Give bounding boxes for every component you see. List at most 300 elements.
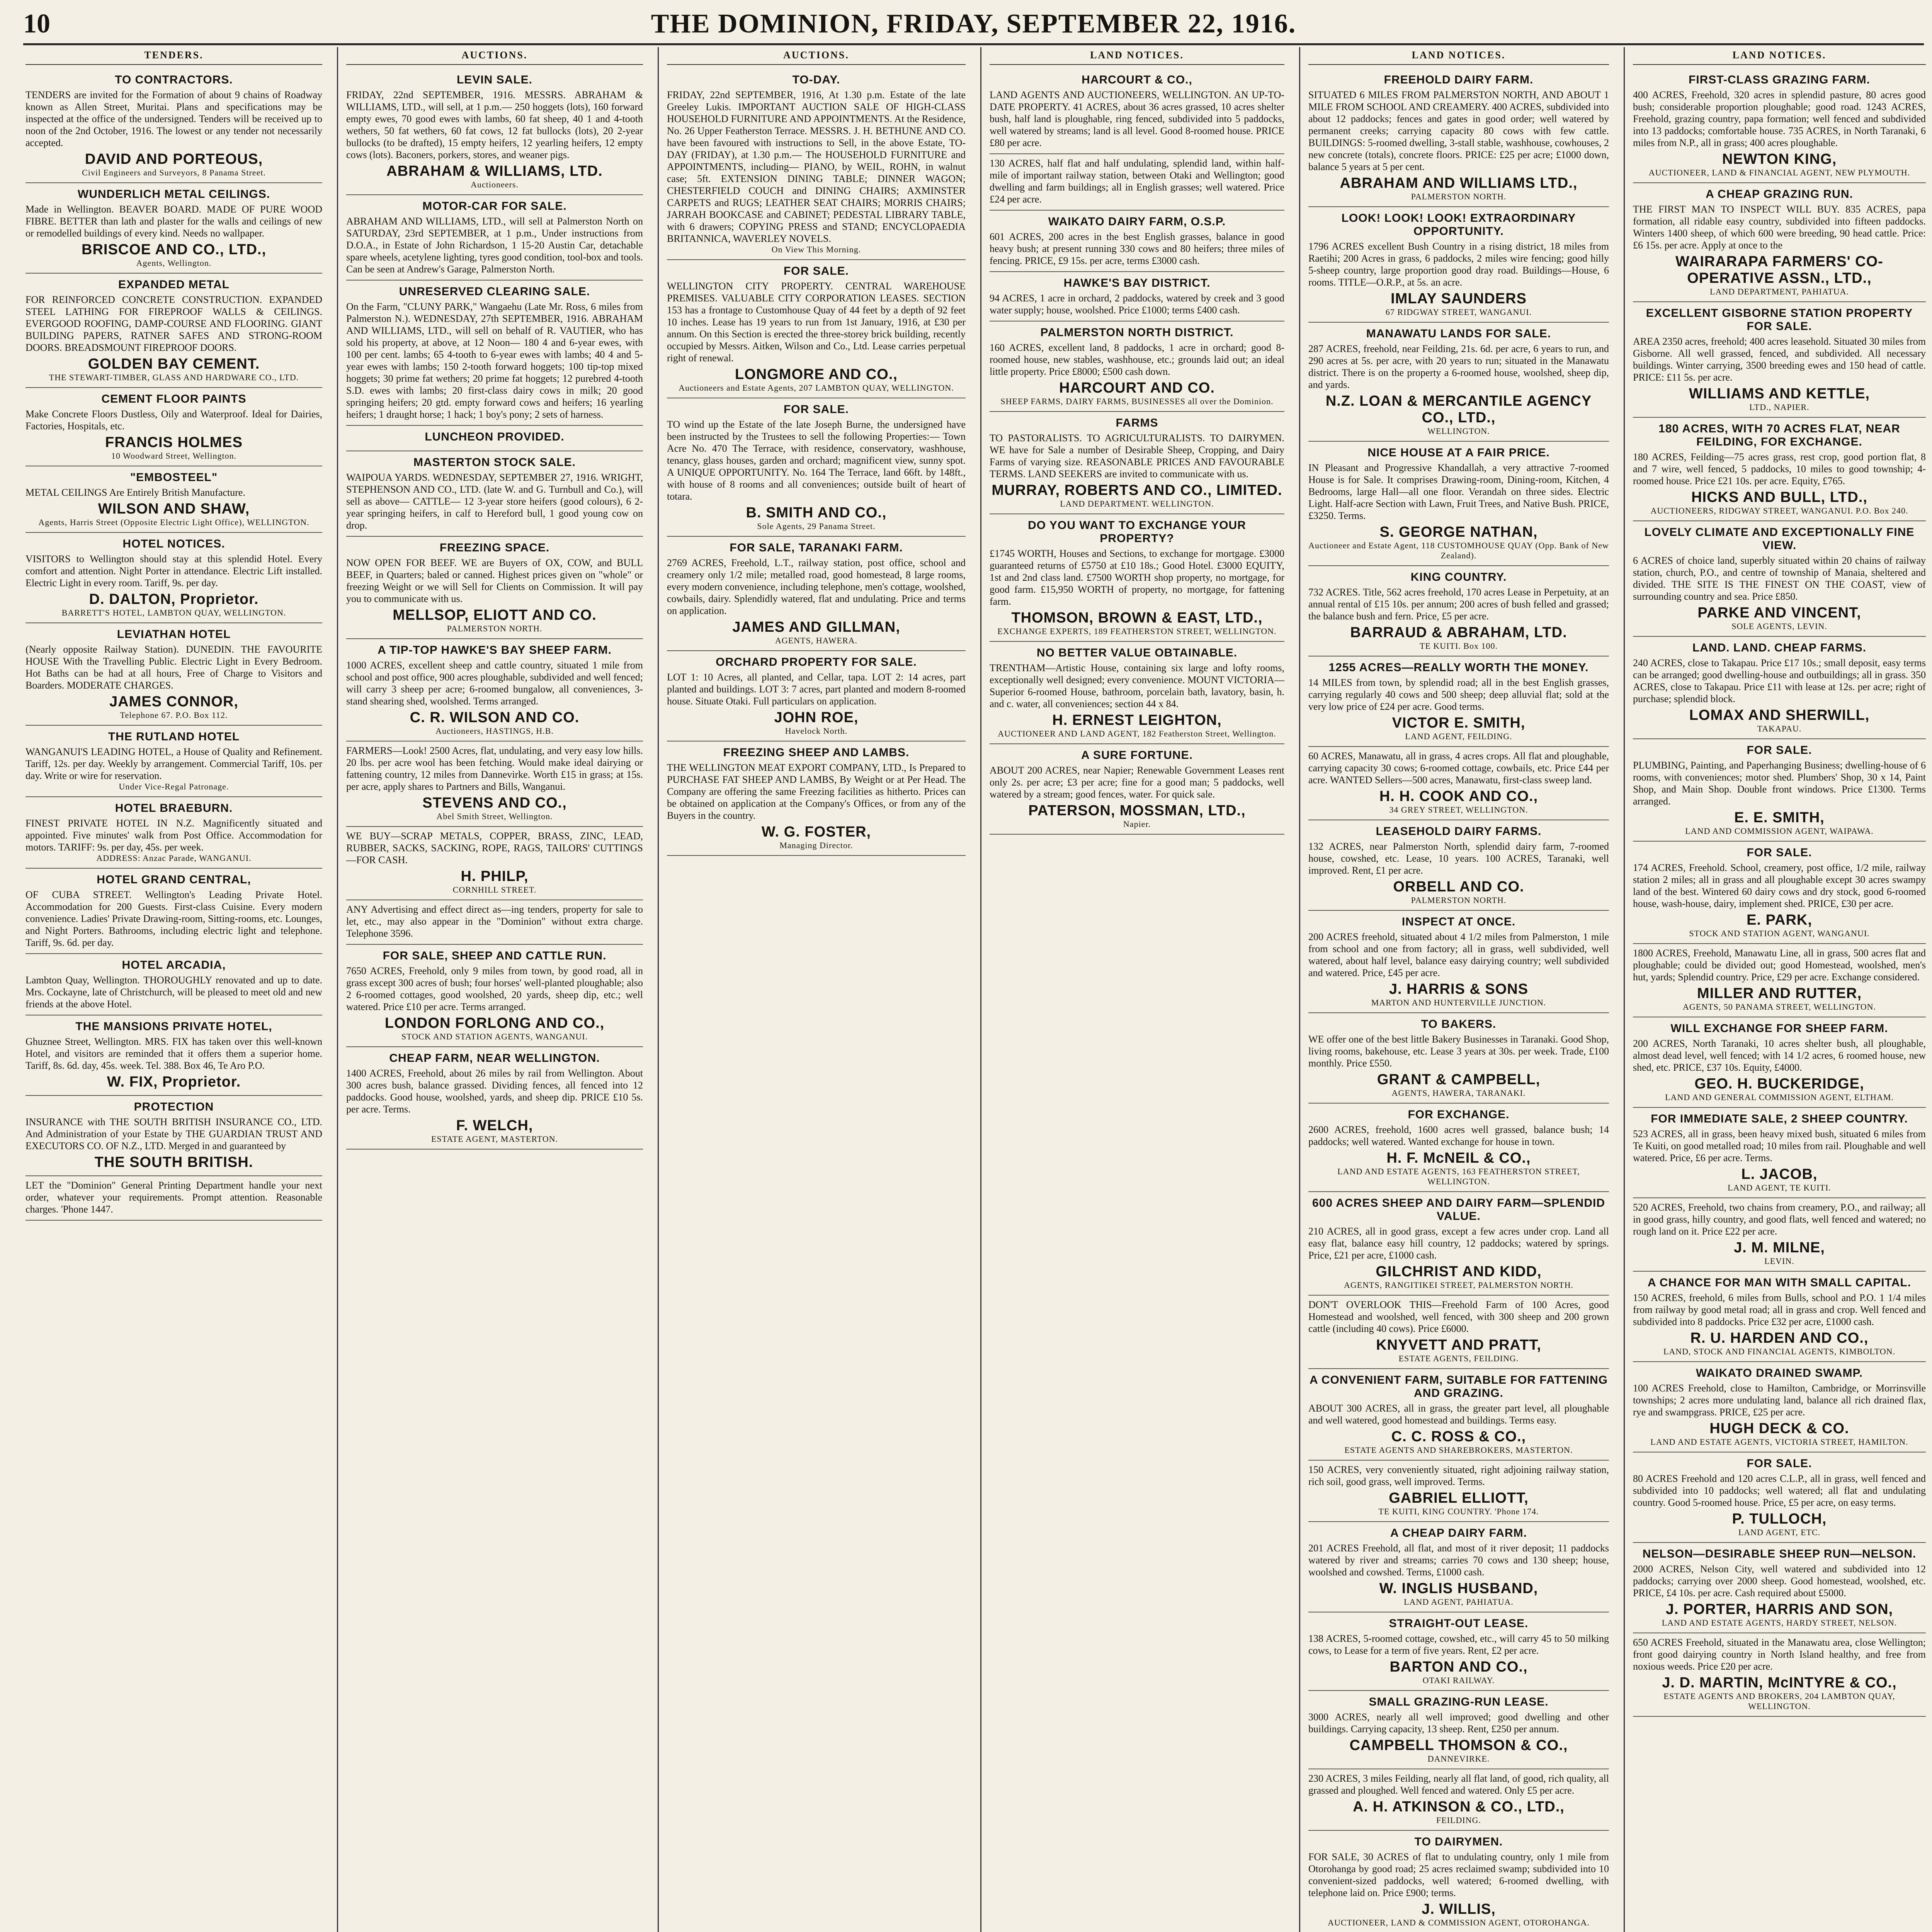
ad-body: IN Pleasant and Progressive Khandallah, a very attractive 7-roomed House is for Sale. It comprises Drawing-room, Dining-room, Kitchen, 4 Bedrooms, large Hall—all one floor. Verandah on three sides. Electric Light. Half-acre Section with Lawn, Fruit Trees, and Native Bush. PRICE, £3250. Terms. [1308, 462, 1609, 521]
ad-advertiser: J. HARRIS & SONS [1389, 981, 1529, 997]
ad-body: 523 ACRES, all in grass, been heavy mixed bush, situated 6 miles from Te Kuiti, on good metalled road; 10 miles from rail. Ploughable and well watered. Price, £6 per acre. Terms. [1633, 1128, 1926, 1163]
ad-address: LAND, STOCK AND FINANCIAL AGENTS, KIMBOLTON. [1663, 1347, 1896, 1356]
ad-body: 650 ACRES Freehold, situated in the Manawatu area, close Wellington; front good dairying country in North Island healthy, and free from noxious weeds. Price £20 per acre. [1633, 1637, 1926, 1672]
advertisement [1308, 1369, 1609, 1461]
ad-heading: PROTECTION [134, 1100, 214, 1113]
ad-advertiser: JOHN ROE, [774, 709, 859, 726]
ad-heading: A SURE FORTUNE. [1081, 749, 1193, 762]
ad-address: PALMERSTON NORTH. [1411, 192, 1507, 201]
advertisement [346, 69, 643, 195]
ad-heading: 180 ACRES, WITH 70 ACRES FLAT, NEAR FEILDING, FOR EXCHANGE. [1658, 422, 1900, 448]
ad-advertiser: FRANCIS HOLMES [105, 434, 243, 451]
advertisement [990, 154, 1284, 211]
ad-address: CORNHILL STREET. [452, 885, 537, 895]
ad-body: LET the "Dominion" General Printing Department handle your next order, whatever your requirements. Prompt attention. Reasonable charges. 'Phone 1447. [26, 1180, 322, 1215]
ad-body: AREA 2350 acres, freehold; 400 acres leasehold. Situated 30 miles from Gisborne. All well grassed, fenced, and subdivided. All necessary buildings. Winter carrying, 3500 breeding ewes and 150 head of cattle. PRICE: £11 5s. per acre. [1633, 336, 1926, 383]
advertisement [1633, 1362, 1926, 1452]
ad-advertiser: W. FIX, Proprietor. [107, 1074, 241, 1090]
ad-address: LAND AGENT, ETC. [1738, 1527, 1821, 1537]
ad-address: BARRETT'S HOTEL, LAMBTON QUAY, WELLINGTON. [61, 608, 286, 617]
ad-body: 2769 ACRES, Freehold, L.T., railway station, post office, school and creamery only 1/2 mile; metalled road, good homestead, 8 large rooms, every modern convenience, including telephone, men's cottage, woolshed, cowbails, dairy. Splendidly watered, flat and undulating. Price and terms on application. [667, 557, 966, 616]
advertisement [346, 451, 643, 537]
ad-advertiser: W. INGLIS HUSBAND, [1379, 1580, 1538, 1597]
ad-heading: EXPANDED METAL [118, 278, 230, 291]
advertisement [26, 466, 322, 533]
ad-address: ESTATE AGENT, MASTERTON. [431, 1134, 558, 1144]
ad-heading: A CHEAP GRAZING RUN. [1706, 188, 1853, 201]
ad-address: LAND DEPARTMENT, PAHIATUA. [1710, 287, 1849, 296]
advertisement [1308, 566, 1609, 656]
ad-advertiser: CAMPBELL THOMSON & CO., [1349, 1737, 1568, 1753]
ad-address: AGENTS, HAWERA. [775, 636, 858, 645]
ad-address: Havelock North. [785, 726, 848, 736]
ad-body: 287 ACRES, freehold, near Feilding, 21s. 6d. per acre, 6 years to run, and 290 acres at 5s. per acre, with 20 years to run; situated in the Manawatu district. There is on the property a 6-roomed house, woolshed, sheep dip, and yards. [1308, 343, 1609, 390]
ad-body: 160 ACRES, excellent land, 8 paddocks, 1 acre in orchard; good 8-roomed house, new stables, washhouse, etc.; grounds laid out; an ideal little property. Price £8000; £500 cash down. [990, 342, 1284, 377]
column-rule [1624, 47, 1625, 1932]
ad-body: NOW OPEN FOR BEEF. WE are Buyers of OX, COW, and BULL BEEF, in Quarters; baled or canned. Highest prices given on "whole" or freezing Weight or we will Sell for Clients on Commission. It will pay you to communicate with us. [346, 557, 643, 604]
advertisement [1633, 739, 1926, 842]
ad-advertiser: THE SOUTH BRITISH. [94, 1154, 253, 1170]
column-header: LAND NOTICES. [1308, 47, 1609, 65]
ad-body: Ghuznee Street, Wellington. MRS. FIX has taken over this well-known Hotel, and visitors are reminded that it offers them a superior home. Tariff, 8s. 6d. day, 45s. week. Tel. 388. Box 46, Te Aro P.O. [26, 1036, 322, 1071]
ad-body: WE offer one of the best little Bakery Businesses in Taranaki. Good Shop, living rooms, bakehouse, etc. Lease 3 years at 30s. per week. Trade, £100 monthly. Price £550. [1308, 1034, 1609, 1069]
advertisement [1308, 69, 1609, 207]
advertisement [1633, 944, 1926, 1017]
ad-body: Make Concrete Floors Dustless, Oily and Waterproof. Ideal for Dairies, Factories, Hospitals, etc. [26, 408, 322, 432]
advertisement [1633, 521, 1926, 637]
column-1 [19, 47, 328, 1932]
advertisement [1308, 442, 1609, 566]
ad-address: Napier. [1123, 819, 1151, 829]
ad-body: 60 ACRES, Manawatu, all in grass, 4 acres crops. All flat and ploughable, carrying capacity 30 cows; 6-roomed cottage, cowbails, etc. Price £44 per acre. WANTED Sellers—500 acres, Manawatu, first-class sweep land. [1308, 750, 1609, 786]
ad-advertiser: N.Z. LOAN & MERCANTILE AGENCY CO., LTD., [1325, 393, 1592, 426]
ad-address: LAND AND ESTATE AGENTS, VICTORIA STREET, HAMILTON. [1650, 1437, 1908, 1447]
ad-body: SITUATED 6 MILES FROM PALMERSTON NORTH, AND ABOUT 1 MILE FROM SCHOOL AND CREAMERY. 400 ACRES, subdivided into about 12 paddocks; fences and gates in good order; well watered by permanent creeks; carrying capacity 80 cows with few cattle. BUILDINGS: 5-roomed dwelling, 3-stall stable, washhouse, cowhouses, 2 new concrete (totals), concrete floors. PRICE: £25 per acre; £1000 down, balance 5 years at 5 per cent. [1308, 89, 1609, 172]
ad-address: AGENTS, 50 PANAMA STREET, WELLINGTON. [1682, 1002, 1876, 1012]
ad-heading: NO BETTER VALUE OBTAINABLE. [1036, 646, 1238, 659]
ad-body: FOR SALE, 30 ACRES of flat to undulating country, only 1 mile from Otorohanga by good road; 25 acres reclaimed swamp; subdivided into 10 convenient-sized paddocks, well watered; 6-roomed dwelling, with telephone laid on. Price £900; terms. [1308, 1851, 1609, 1898]
ad-body: 6 ACRES of choice land, superbly situated within 20 chains of railway station, church, P.O., and centre of township of Manaia, sheltered and divided. THE SITE IS THE FINEST ON THE COAST, view of surrounding country and sea. Price £850. [1633, 555, 1926, 602]
advertisement [26, 869, 322, 954]
ad-advertiser: DAVID AND PORTEOUS, [85, 151, 263, 167]
advertisement [1633, 69, 1926, 183]
ad-address: Agents, Harris Street (Opposite Electric Light Office), WELLINGTON. [38, 517, 310, 527]
ad-advertiser: HICKS AND BULL, LTD., [1691, 489, 1867, 505]
advertisement [26, 726, 322, 797]
ad-heading: 1255 ACRES—REALLY WORTH THE MONEY. [1328, 661, 1589, 674]
ad-advertiser: ORBELL AND CO. [1393, 879, 1524, 895]
ad-heading: HOTEL NOTICES. [122, 537, 225, 550]
ad-advertiser: E. E. SMITH, [1734, 810, 1825, 826]
ad-body: 201 ACRES Freehold, all flat, and most of it river deposit; 11 paddocks watered by river and streams; carries 70 cows and 130 sheep; house, woolshed and cowshed. Terms, £1000 cash. [1308, 1543, 1609, 1578]
advertisement [346, 281, 643, 426]
ad-advertiser: LONGMORE AND CO., [735, 366, 898, 383]
ad-advertiser: STEVENS AND CO., [422, 795, 567, 811]
ad-body: 132 ACRES, near Palmerston North, splendid dairy farm, 7-roomed house, cowshed, etc. Lease, 10 years. 100 ACRES, Taranaki, well improved. Rent, £1 per acre. [1308, 841, 1609, 876]
ad-heading: TO CONTRACTORS. [115, 73, 233, 86]
ad-address: Auctioneers and Estate Agents, 207 LAMBTON QUAY, WELLINGTON. [679, 383, 954, 393]
ad-address: Sole Agents, 29 Panama Street. [757, 521, 876, 531]
ad-heading: THE MANSIONS PRIVATE HOTEL, [75, 1020, 272, 1033]
advertisement [346, 195, 643, 281]
ad-body: PLUMBING, Painting, and Paperhanging Business; dwelling-house of 6 rooms, with conveniences; motor shed. Plumbers' Shop, 30 x 14, Paint Shop, and Main Shop. Double front windows. Price £1300. Terms arranged. [1633, 760, 1926, 807]
ad-address: Civil Engineers and Surveyors, 8 Panama Street. [82, 168, 266, 177]
ad-address: LAND AND GENERAL COMMISSION AGENT, ELTHAM. [1665, 1092, 1894, 1102]
advertisement [1308, 656, 1609, 747]
ad-body: WANGANUI'S LEADING HOTEL, a House of Quality and Refinement. Tariff, 12s. per day. Weekly by arrangement. Commercial Tariff, 10s. per day. Write or wire for reservation. [26, 746, 322, 781]
ad-advertiser: JAMES CONNOR, [109, 694, 238, 710]
ad-advertiser: C. C. ROSS & CO., [1391, 1429, 1526, 1445]
advertisement [1633, 418, 1926, 521]
ad-address: LAND AGENT, TE KUITI. [1728, 1183, 1831, 1192]
ad-heading: LOVELY CLIMATE AND EXCEPTIONALLY FINE VIEW. [1644, 526, 1915, 552]
ad-heading: HOTEL GRAND CENTRAL, [97, 873, 251, 886]
ad-body: 1800 ACRES, Freehold, Manawatu Line, all in grass, 500 acres flat and ploughable; could be divided out; good Homestead, woolshed, men's hut, yards; Splendid country. Price, £29 per acre. Exchange considered. [1633, 947, 1926, 983]
advertisement [1633, 1108, 1926, 1198]
ad-body: LOT 1: 10 Acres, all planted, and Cellar, tapa. LOT 2: 14 acres, part planted and buildings. LOT 3: 7 acres, part planted and modern 8-roomed house. Situate Otaki. Full particulars on application. [667, 672, 966, 707]
ad-advertiser: IMLAY SAUNDERS [1391, 291, 1527, 307]
ad-body: FARMERS—Look! 2500 Acres, flat, undulating, and very easy low hills. 20 lbs. per acre wool has been fetching. Would make ideal dairying or fattening country, 12 miles from Dannevirke. Worth £15 in grass; at 15s. per acre, apply shares to Partners and Bills, Wanganui. [346, 745, 643, 792]
ad-advertiser: R. U. HARDEN AND CO., [1690, 1330, 1869, 1346]
ad-heading: FOR SALE. [1747, 1457, 1812, 1470]
ad-advertiser: C. R. WILSON AND CO. [410, 709, 580, 726]
ad-address: TAKAPAU. [1757, 724, 1802, 733]
advertisement [990, 412, 1284, 514]
ad-advertiser: ABRAHAM & WILLIAMS, LTD. [386, 163, 603, 179]
ad-address: ADDRESS: Anzac Parade, WANGANUI. [96, 853, 252, 863]
ad-body: OF CUBA STREET. Wellington's Leading Private Hotel. Accommodation for 200 Guests. First-class Cuisine. Every modern convenience. Ladies' Private Drawing-room, Sitting-rooms, etc. Lounges, and Night Porters. Bathrooms, including electric light and telephone. Tariff, 9s. 6d. per day. [26, 889, 322, 948]
ad-heading: FARMS [1116, 417, 1158, 429]
ad-body: 2600 ACRES, freehold, 1600 acres well grassed, balance bush; 14 paddocks; well watered. Wanted exchange for house in town. [1308, 1124, 1609, 1147]
advertisement [1308, 1104, 1609, 1192]
ad-advertiser: J. PORTER, HARRIS AND SON, [1665, 1601, 1893, 1617]
ad-address: LAND DEPARTMENT. WELLINGTON. [1060, 499, 1214, 509]
ad-address: SOLE AGENTS, LEVIN. [1731, 621, 1827, 631]
ad-address: FEILDING. [1436, 1815, 1481, 1825]
ad-address: LAND AGENT, FEILDING. [1405, 731, 1512, 741]
ad-heading: WILL EXCHANGE FOR SHEEP FARM. [1670, 1022, 1888, 1035]
ad-address: STOCK AND STATION AGENT, WANGANUI. [1689, 929, 1870, 938]
ad-heading: THE RUTLAND HOTEL [108, 730, 240, 743]
ad-heading: LEVIN SALE. [456, 73, 533, 86]
ad-body: WAIPOUA YARDS. WEDNESDAY, SEPTEMBER 27, 1916. WRIGHT, STEPHENSON AND CO., LTD. (late W. and G. Turnbull and Co.), will sell as above— CATTLE— 12 3-year store heifers (good colours), 6 2-year springing heifers, in calf to Hereford bull, 1 good young cow on drop. [346, 472, 643, 531]
ad-address: Managing Director. [779, 840, 853, 850]
ad-body: THE FIRST MAN TO INSPECT WILL BUY. 835 ACRES, papa formation, all ridable easy country, subdivided into fifteen paddocks. Winters 1400 sheep, of which 600 were breeding, 90 head cattle. Price: £6 15s. per acre. Apply at once to the [1633, 204, 1926, 251]
column-rule [980, 47, 981, 1932]
ad-advertiser: H. F. McNEIL & CO., [1386, 1150, 1531, 1166]
ad-address: Auctioneer and Estate Agent, 118 CUSTOMHOUSE QUAY (Opp. Bank of New Zealand). [1308, 541, 1609, 560]
ad-body: METAL CEILINGS Are Entirely British Manufacture. [26, 487, 245, 498]
ad-advertiser: P. TULLOCH, [1732, 1511, 1827, 1527]
ad-heading: FREEZING SHEEP AND LAMBS. [723, 746, 910, 759]
ad-body: ABRAHAM AND WILLIAMS, LTD., will sell at Palmerston North on SATURDAY, 23rd SEPTEMBER, at 1 p.m., Under instructions from D.O.A., in Estate of John Richardson, 1 15-20 Austin Car, detachable spare wheels, acetylene lighting, tyres good condition, tool-box and tools. Can be seen at Andrew's Garage, Palmerston North. [346, 216, 643, 275]
ad-heading: LAND. LAND. CHEAP FARMS. [1692, 641, 1867, 654]
advertisement [1633, 842, 1926, 944]
column-header: LAND NOTICES. [1633, 47, 1926, 65]
ad-heading: LEASEHOLD DAIRY FARMS. [1376, 825, 1542, 838]
advertisement [1633, 1543, 1926, 1633]
advertisement [26, 69, 322, 183]
advertisement [1633, 1452, 1926, 1543]
ad-advertiser: BRISCOE AND CO., LTD., [82, 242, 266, 258]
ad-body: VISITORS to Wellington should stay at this splendid Hotel. Every comfort and attention. Night Porter in attendance. Electric Lift installed. Electric Light in every room. Tariff, 9s. per day. [26, 553, 322, 588]
advertisement [990, 272, 1284, 321]
ad-advertiser: BARRAUD & ABRAHAM, LTD. [1350, 624, 1567, 641]
ad-body: 520 ACRES, Freehold, two chains from creamery, P.O., and railway; all in good grass, hilly country, and good flats, well fenced and watered; no rough land on it. Price £22 per acre. [1633, 1202, 1926, 1237]
ad-advertiser: BARTON AND CO., [1389, 1659, 1528, 1675]
ad-body: 2000 ACRES, Nelson City, well watered and subdivided into 12 paddocks; carrying over 2000 sheep. Good homestead, woolshed, etc. PRICE, £4 10s. per acre. Cash required about £5000. [1633, 1563, 1926, 1599]
advertisement [26, 1176, 322, 1221]
ad-address: Under Vice-Regal Patronage. [119, 782, 229, 791]
ad-body: On the Farm, "CLUNY PARK," Wangaehu (Late Mr. Ross, 6 miles from Palmerston N.). WEDNESDAY, 27th SEPTEMBER, 1916. ABRAHAM AND WILLIAMS, LTD., will sell on behalf of R. VAUTIER, who has sold his property, at above, at 12 Noon— 180 4 and 6-year ewes, with 100 per cent. lambs; 65 4-tooth to 6-year ewes with lambs; 40 4 and 5-year ewes with lambs; 150 2-tooth forward hoggets; 100 tip-top mixed hoggets; 30 prime fat wethers; 20 prime fat hoggets; 12 purebred 4-tooth S.D. ewes with lambs; 20 first-class dairy cows in milk; 20 good springing heifers; 20 gtd. empty forward cows and heifers; 16 yearling heifers; 1 draught horse; 1 hack; 1 boy's pony; 2 sets of harness. [346, 301, 643, 420]
ad-body: TO wind up the Estate of the late Joseph Burne, the undersigned have been instructed by the Trustees to sell the following Properties:— Town Acre No. 470 The Terrace, with residence, conservatory, washhouse, tenancy, glass houses, garden and orchard; magnificent view, sunny spot. A UNIQUE OPPORTUNITY. No. 164 The Terrace, land 66ft. by 148ft., with house of 8 rooms and all conveniences; outside built of heart of totara. [667, 419, 966, 502]
ad-heading: TO BAKERS. [1421, 1018, 1497, 1031]
ad-heading: FOR SALE. [1747, 846, 1812, 859]
ad-advertiser: D. DALTON, Proprietor. [89, 591, 259, 607]
ad-heading: FOR SALE. [1747, 744, 1812, 757]
advertisement [1308, 1691, 1609, 1769]
ad-address: ESTATE AGENTS AND BROKERS, 204 LAMBTON QUAY, WELLINGTON. [1663, 1691, 1895, 1711]
ad-advertiser: VICTOR E. SMITH, [1392, 715, 1526, 731]
ad-advertiser: GOLDEN BAY CEMENT. [88, 356, 260, 372]
ad-advertiser: H. ERNEST LEIGHTON, [1052, 712, 1222, 728]
ad-heading: INSPECT AT ONCE. [1401, 915, 1516, 928]
column-rule [658, 47, 659, 1932]
advertisement [1308, 911, 1609, 1013]
ad-heading: KING COUNTRY. [1410, 571, 1507, 583]
ad-body: 1796 ACRES excellent Bush Country in a rising district, 18 miles from Raetihi; 200 Acres in grass, 6 paddocks, 2 miles wire fencing; good hilly 5-sheep country, large proportion good dray road. Buildings—House, 6 rooms. TITLE—O.R.P., at 5s. an acre. [1308, 241, 1609, 288]
ad-body: TRENTHAM—Artistic House, containing six large and lofty rooms, exceptionally well designed; every convenience. MOUNT VICTORIA—Superior 6-roomed House, bathroom, porcelain bath, lavatory, basin, h. and c. water, all conveniences; section 44 x 84. [990, 662, 1284, 709]
ad-address: PALMERSTON NORTH. [447, 624, 543, 633]
ad-body: ABOUT 200 ACRES, near Napier; Renewable Government Leases rent only 2s. per acre; £3 per acre; fine for a good man; 5 paddocks, well watered by a stream; good fences, water. For quick sale. [990, 765, 1284, 800]
ad-body: FRIDAY, 22nd SEPTEMBER, 1916, At 1.30 p.m. Estate of the late Greeley Lukis. IMPORTANT AUCTION SALE OF HIGH-CLASS HOUSEHOLD FURNITURE AND APPOINTMENTS. At the Residence, No. 26 Upper Featherston Terrace. MESSRS. J. H. BETHUNE AND CO. have been favoured with instructions to Sell, in the above Estate, TO-DAY (FRIDAY), at 1.30 p.m.— The HOUSEHOLD FURNITURE and APPOINTMENTS, including— PIANO, by WEIL, ROHN, in walnut case; 5ft. EXTENSION DINING TABLE; DINNER WAGON; CHESTERFIELD COUCH and DINING CHAIRS; AXMINSTER CARPETS and RUGS; LEATHER SEAT CHAIRS; MORRIS CHAIRS; JARRAH BOOKCASE and CABINET; PEDESTAL LIBRARY TABLE, with 6 drawers; COPYING PRESS and STAND; ENCYCLOPAEDIA BRITANNICA, WAVERLEY NOVELS. [667, 89, 966, 244]
ad-heading: FOR SALE, TARANAKI FARM. [730, 541, 903, 554]
advertisement [26, 1015, 322, 1096]
ad-address: AUCTIONEERS, RIDGWAY STREET, WANGANUI. P.O. Box 240. [1650, 506, 1908, 515]
ad-heading: A CONVENIENT FARM, SUITABLE FOR FATTENING AND GRAZING. [1309, 1374, 1608, 1400]
ad-address: AGENTS, RANGITIKEI STREET, PALMERSTON NORTH. [1344, 1280, 1574, 1290]
ad-heading: DO YOU WANT TO EXCHANGE YOUR PROPERTY? [1028, 519, 1246, 545]
advertisement [1308, 1522, 1609, 1612]
ad-body: 3000 ACRES, nearly all well improved; good dwelling and other buildings. Carrying capacity, 13 sheep. Rent, £250 per annum. [1308, 1711, 1609, 1735]
advertisement [26, 533, 322, 623]
ad-heading: HOTEL BRAEBURN. [115, 802, 233, 815]
column-4 [983, 47, 1291, 1932]
ad-body: Lambton Quay, Wellington. THOROUGHLY renovated and up to date. Mrs. Cockayne, late of Christchurch, will be pleased to meet old and new friends at the above Hotel. [26, 975, 322, 1010]
ad-address: EXCHANGE EXPERTS, 189 FEATHERSTON STREET, WELLINGTON. [997, 626, 1277, 636]
ad-advertiser: LOMAX AND SHERWILL, [1689, 707, 1870, 723]
ad-body: 14 MILES from town, by splendid road; all in the best English grasses, carrying regularly 40 cows and 500 sheep; deep alluvial flat; sold at the very low price of £24 per acre. Good terms. [1308, 677, 1609, 712]
ad-address: TE KUITI. Box 100. [1420, 641, 1498, 651]
ad-advertiser: MURRAY, ROBERTS AND CO., LIMITED. [992, 482, 1282, 498]
ad-body: Made in Wellington. BEAVER BOARD. MADE OF PURE WOOD FIBRE. BETTER than lath and plaster for the walls and ceilings of new or remodelled buildings of every kind. Needs no wallpaper. [26, 204, 322, 239]
ad-heading: "EMBOSTEEL" [130, 471, 218, 484]
ad-address: PALMERSTON NORTH. [1411, 895, 1507, 905]
ad-heading: LOOK! LOOK! LOOK! EXTRAORDINARY OPPORTUNITY. [1341, 212, 1576, 238]
ad-heading: MANAWATU LANDS FOR SALE. [1366, 327, 1551, 340]
ad-advertiser: J. M. MILNE, [1734, 1240, 1825, 1256]
masthead-rule [23, 43, 1924, 45]
advertisement [26, 797, 322, 869]
ad-address: AUCTIONEER, LAND & FINANCIAL AGENT, NEW PLYMOUTH. [1648, 168, 1910, 177]
ad-address: Auctioneers. [471, 180, 519, 189]
ad-advertiser: E. PARK, [1747, 912, 1812, 928]
ad-advertiser: GRANT & CAMPBELL, [1377, 1071, 1541, 1088]
column-3 [661, 47, 972, 1932]
ad-heading: LEVIATHAN HOTEL [117, 628, 231, 641]
advertisement [1308, 747, 1609, 820]
ad-advertiser: MELLSOP, ELIOTT AND CO. [393, 607, 597, 623]
ad-heading: TO-DAY. [792, 73, 840, 86]
ad-body: 1400 ACRES, Freehold, about 26 miles by rail from Wellington. About 300 acres bush, balance grassed. Dividing fences, all fenced into 12 paddocks. Good house, woolshed, yards, and sheep dip. PRICE £10 5s. per acre. Terms. [346, 1068, 643, 1115]
ad-address: LAND AGENT, PAHIATUA. [1404, 1597, 1514, 1607]
ad-address: OTAKI RAILWAY. [1422, 1675, 1495, 1685]
ad-address: AGENTS, HAWERA, TARANAKI. [1391, 1088, 1526, 1098]
ad-body: 80 ACRES Freehold and 120 acres C.L.P., all in grass, well fenced and subdivided into 10 paddocks; well watered; all flat and undulating country. Good 5-roomed house. Price, £5 per acre, on easy terms. [1633, 1473, 1926, 1508]
ad-address: 10 Woodward Street, Wellington. [111, 451, 237, 461]
ad-advertiser: HUGH DECK & CO. [1709, 1420, 1849, 1437]
ad-advertiser: ABRAHAM AND WILLIAMS LTD., [1340, 175, 1578, 191]
advertisement [26, 388, 322, 466]
ad-body: 400 ACRES, Freehold, 320 acres in splendid pasture, 80 acres good bush; considerable proportion ploughable; good road. 1243 ACRES, Freehold, grazing country, papa formation; well fenced and subdivided into 13 paddocks; comfortable house. 735 ACRES, in North Taranaki, 6 miles from N.P., all in grass; 400 acres ploughable. [1633, 89, 1926, 148]
ad-heading: 600 ACRES SHEEP AND DAIRY FARM—SPLENDID VALUE. [1312, 1197, 1605, 1223]
ad-body: 174 ACRES, Freehold. School, creamery, post office, 1/2 mile, railway station 2 miles; all in grass and all ploughable except 30 acres swampy land of the best. Wintered 60 dairy cows and dry stock, good 6-roomed house, wash-house, dairy, implement shed. PRICE, £30 per acre. [1633, 862, 1926, 909]
ad-heading: MASTERTON STOCK SALE. [413, 456, 576, 469]
ad-heading: FREEHOLD DAIRY FARM. [1384, 73, 1534, 86]
ad-heading: FOR EXCHANGE. [1408, 1108, 1510, 1121]
ad-body: 732 ACRES. Title, 562 acres freehold, 170 acres Lease in Perpetuity, at an annual rental of £15 10s. per annum; 200 acres of bush felled and grassed; the balance bush and fern. Price, £5 per acre. [1308, 587, 1609, 622]
ad-body: 150 ACRES, freehold, 6 miles from Bulls, school and P.O. 1 1/4 miles from railway by good metal road; all in grass and crop. Well fenced and subdivided into 8 paddocks. Price £32 per acre, £1000 cash. [1633, 1292, 1926, 1327]
ad-advertiser: WAIRARAPA FARMERS' CO-OPERATIVE ASSN., LTD., [1675, 253, 1883, 286]
ad-heading: WAIKATO DRAINED SWAMP. [1696, 1367, 1863, 1379]
ad-heading: CEMENT FLOOR PAINTS [101, 393, 247, 405]
advertisement [346, 426, 643, 451]
ad-advertiser: A. H. ATKINSON & CO., LTD., [1353, 1799, 1565, 1815]
column-header: LAND NOTICES. [990, 47, 1284, 65]
ad-heading: WAIKATO DAIRY FARM, O.S.P. [1048, 215, 1226, 228]
ad-advertiser: KNYVETT AND PRATT, [1376, 1337, 1541, 1353]
ad-advertiser: NEWTON KING, [1722, 151, 1837, 167]
ad-body: ANY Advertising and effect direct as—ing tenders, property for sale to let, etc., may also appear in the "Dominion" without extra charge. Telephone 3596. [346, 904, 643, 939]
ad-advertiser: WILLIAMS AND KETTLE, [1689, 386, 1870, 402]
advertisement [346, 742, 643, 827]
ad-heading: NICE HOUSE AT A FAIR PRICE. [1367, 446, 1550, 459]
ad-address: STOCK AND STATION AGENTS, WANGANUI. [401, 1032, 588, 1041]
ad-heading: FOR SALE. [783, 265, 849, 277]
advertisement [26, 623, 322, 726]
column-rule [1299, 47, 1300, 1932]
ad-address: 34 GREY STREET, WELLINGTON. [1389, 805, 1528, 815]
advertisement [990, 211, 1284, 272]
ad-advertiser: F. WELCH, [456, 1117, 533, 1134]
ad-body: FINEST PRIVATE HOTEL IN N.Z. Magnificently situated and appointed. Five minutes' walk from Post Office. Accommodation for motors. TARIFF: 9s. per day, 45s. per week. [26, 818, 322, 853]
ad-heading: PALMERSTON NORTH DISTRICT. [1040, 326, 1234, 339]
advertisement [1308, 1192, 1609, 1296]
column-header: AUCTIONS. [346, 47, 643, 65]
ad-heading: MOTOR-CAR FOR SALE. [422, 200, 567, 213]
ad-advertiser: J. WILLIS, [1422, 1901, 1496, 1917]
column-header: AUCTIONS. [667, 47, 966, 65]
ad-address: DANNEVIRKE. [1427, 1754, 1490, 1764]
ad-body: 180 ACRES, Feilding—75 acres grass, rest crop, good portion flat, 8 and 7 wire, well fenced, 5 paddocks, 10 miles to good township; 4-roomed house. Price £21 10s. per acre. Equity, £765. [1633, 451, 1926, 486]
advertisement [990, 514, 1284, 642]
ad-heading: FOR SALE, SHEEP AND CATTLE RUN. [383, 949, 607, 962]
ad-address: AUCTIONEER, LAND & COMMISSION AGENT, OTOROHANGA. [1328, 1918, 1590, 1927]
advertisement [26, 954, 322, 1015]
ad-heading: CHEAP FARM, NEAR WELLINGTON. [389, 1052, 600, 1065]
ad-body: 200 ACRES, North Taranaki, 10 acres shelter bush, all ploughable, almost dead level, well fenced; with 14 1/2 acres, 6 roomed house, new shed, etc. PRICE, £37 10s. Equity, £4000. [1633, 1038, 1926, 1073]
ad-heading: SMALL GRAZING-RUN LEASE. [1369, 1696, 1549, 1708]
ad-heading: TO DAIRYMEN. [1414, 1835, 1503, 1848]
ad-advertiser: THOMSON, BROWN & EAST, LTD., [1011, 610, 1263, 626]
advertisement [1633, 1017, 1926, 1108]
advertisement [990, 321, 1284, 412]
ad-body: (Nearly opposite Railway Station). DUNEDIN. THE FAVOURITE HOUSE With the Travelling Public. Electric Light in Every Bedroom. Hot Baths can be had at all hours, Free of Charge to Visitors and Boarders. MODERATE CHARGES. [26, 644, 322, 691]
ad-address: MARTON AND HUNTERVILLE JUNCTION. [1371, 998, 1546, 1007]
ad-advertiser: W. G. FOSTER, [761, 824, 871, 840]
advertisement [667, 742, 966, 856]
advertisement [990, 744, 1284, 835]
advertisement [1633, 637, 1926, 739]
masthead [23, 9, 1924, 39]
ad-address: Agents, Wellington. [136, 258, 212, 268]
advertisement [1633, 1272, 1926, 1362]
advertisement [1308, 1461, 1609, 1522]
ad-address: LEVIN. [1764, 1256, 1794, 1266]
ad-advertiser: GILCHRIST AND KIDD, [1376, 1264, 1542, 1280]
ad-address: Auctioneers, HASTINGS, H.B. [435, 726, 554, 736]
ad-body: LAND AGENTS AND AUCTIONEERS, WELLINGTON. AN UP-TO-DATE PROPERTY. 41 ACRES, about 36 acres grassed, 10 acres shelter bush, half land is ploughable, ring fenced, subdivided into 5 paddocks, well watered by streams; land is all level. Good 8-roomed house. PRICE £80 per acre. [990, 89, 1284, 148]
ad-heading: NELSON—DESIRABLE SHEEP RUN—NELSON. [1642, 1548, 1917, 1560]
ad-advertiser: HARCOURT AND CO. [1059, 380, 1215, 396]
page-title: THE DOMINION, FRIDAY, SEPTEMBER 22, 1916. [651, 9, 1296, 39]
column-rule [337, 47, 338, 1932]
ad-advertiser: J. D. MARTIN, McINTYRE & CO., [1662, 1675, 1897, 1691]
advertisement [1308, 1831, 1609, 1932]
ad-advertiser: PARKE AND VINCENT, [1697, 605, 1861, 621]
column-5 [1302, 47, 1615, 1932]
ad-address: LAND AND COMMISSION AGENT, WAIPAWA. [1685, 826, 1874, 836]
ad-advertiser: S. GEORGE NATHAN, [1379, 524, 1538, 540]
ad-heading: FOR IMMEDIATE SALE, 2 SHEEP COUNTRY. [1651, 1112, 1908, 1125]
column-6 [1627, 47, 1932, 1932]
ad-body: FOR REINFORCED CONCRETE CONSTRUCTION. EXPANDED STEEL LATHING FOR FIREPROOF WALLS & CEILINGS. EVERGOOD ROOFING, DAMP-COURSE AND FLOORING. GIANT BUILDING PAPERS, RATNER SAFES AND STRONG-ROOM DOORS. BREADSMOUNT FIREPROOF DOORS. [26, 294, 322, 353]
ad-body: ABOUT 300 ACRES, all in grass, the greater part level, all ploughable and well watered, good homestead and buildings. Terms easy. [1308, 1403, 1609, 1426]
ad-body: 94 ACRES, 1 acre in orchard, 2 paddocks, watered by creek and 3 good water supply; house, woolshed. Price £1000; terms £400 cash. [990, 293, 1284, 316]
ad-advertiser: GABRIEL ELLIOTT, [1389, 1490, 1529, 1506]
advertisement [1308, 1612, 1609, 1691]
advertisement [1308, 323, 1609, 442]
ad-address: SHEEP FARMS, DAIRY FARMS, BUSINESSES all over the Dominion. [1000, 396, 1274, 406]
ad-body: WE BUY—SCRAP METALS, COPPER, BRASS, ZINC, LEAD, RUBBER, SACKS, SACKING, ROPE, RAGS, TAILORS' CUTTINGS—FOR CASH. [346, 830, 643, 866]
advertisement [667, 398, 966, 537]
advertisement [1633, 302, 1926, 418]
ad-body: 7650 ACRES, Freehold, only 9 miles from town, by good road, all in grass except 300 acres of bush; four horses' well-planted ploughable; also 2 6-roomed cottages, good woolshed, 20 yards, sheep dip, etc.; well watered. Price £10 per acre. Terms arranged. [346, 965, 643, 1012]
ad-heading: UNRESERVED CLEARING SALE. [399, 285, 590, 298]
ad-heading: STRAIGHT-OUT LEASE. [1389, 1617, 1529, 1630]
ad-advertiser: H. PHILP, [461, 868, 529, 884]
ad-body: 601 ACRES, 200 acres in the best English grasses, balance in good heavy bush; at present running 330 cows and 80 heifers; three miles of fencing. PRICE, £9 15s. per acre, terms £3000 cash. [990, 231, 1284, 266]
advertisement [667, 651, 966, 742]
advertisement [1308, 1296, 1609, 1369]
ad-advertiser: H. H. COOK AND CO., [1379, 788, 1538, 804]
ad-advertiser: L. JACOB, [1741, 1166, 1818, 1182]
advertisement [346, 900, 643, 945]
ad-body: TENDERS are invited for the Formation of about 9 chains of Roadway known as Allen Street, Muritai. Plans and specifications may be inspected at the office of the undersigned. Tenders will be received up to noon of the 2nd October, 1916. The lowest or any tender not necessarily accepted. [26, 89, 322, 148]
ad-address: Telephone 67. P.O. Box 112. [120, 710, 228, 720]
ad-heading: HAWKE'S BAY DISTRICT. [1063, 277, 1211, 289]
ad-address: LAND AND ESTATE AGENTS, HARDY STREET, NELSON. [1662, 1618, 1897, 1628]
